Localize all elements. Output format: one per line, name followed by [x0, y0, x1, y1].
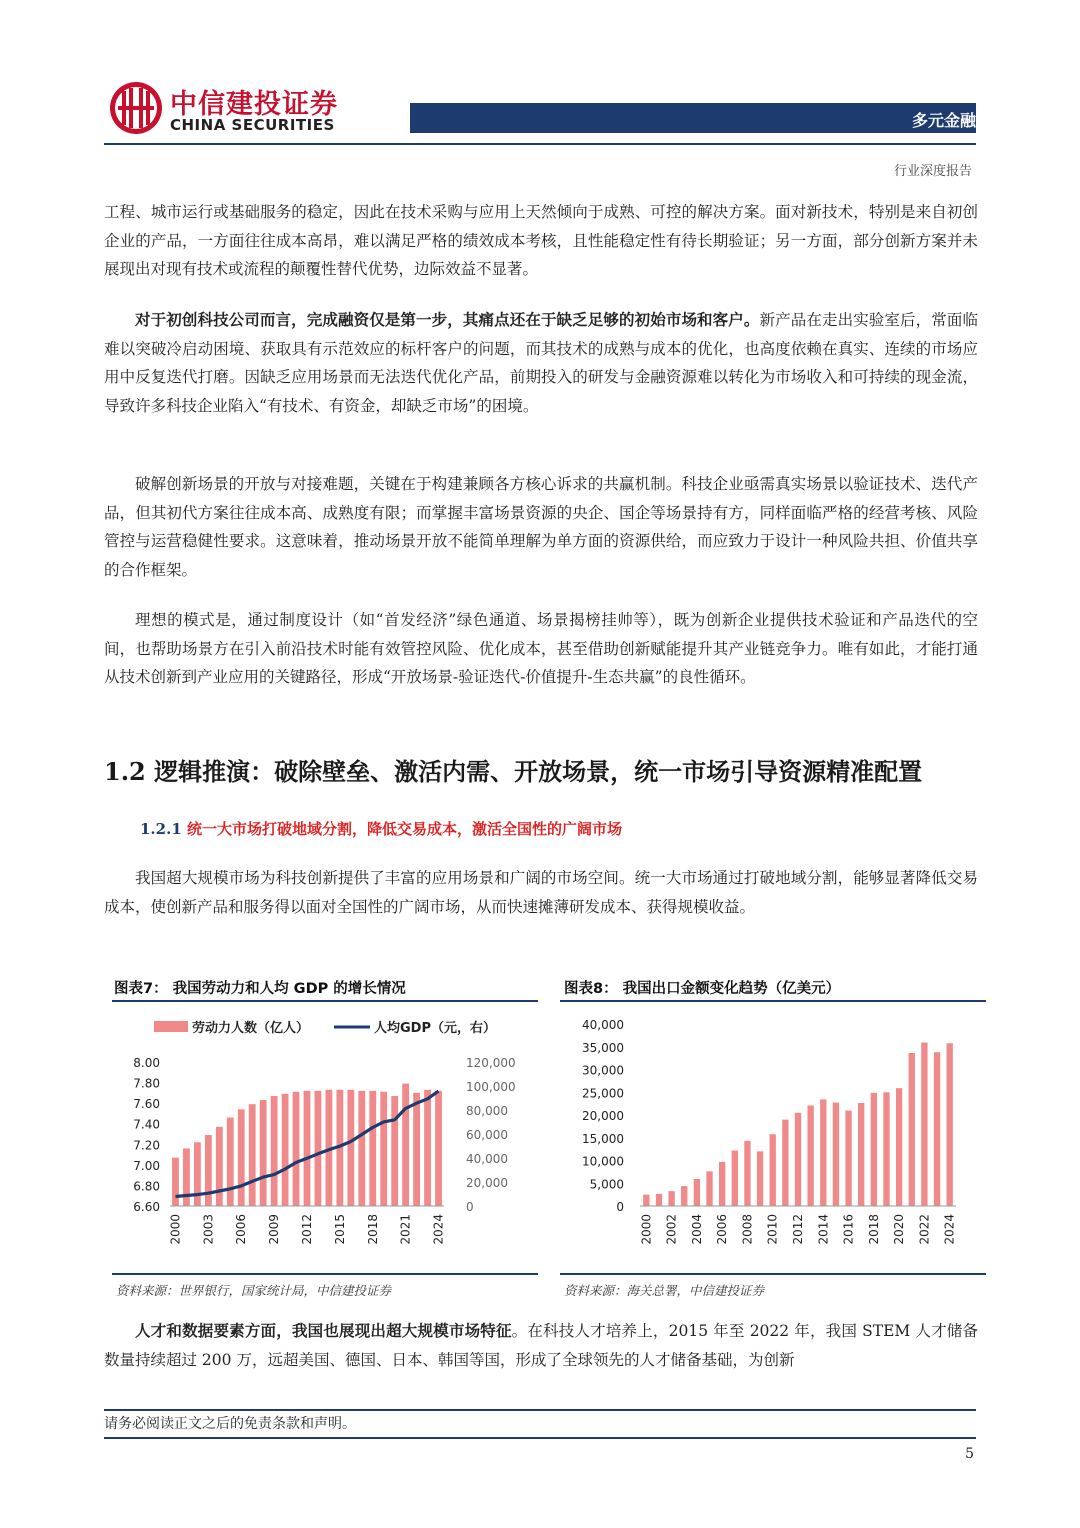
fig7-y-right-tick: 100,000: [466, 1080, 516, 1094]
fig8-bar: [934, 1052, 940, 1206]
paragraph-1: 工程、城市运行或基础服务的稳定，因此在技术采购与应用上天然倾向于成熟、可控的解决方案。面对新技术，特别是来自初创企业的产品，一方面往往成本高昂，难以满足严格的绩效成本考核，且性能稳定性有待长期验证；另一方面，部分创新方案并未展现出对现有技术或流程的颠覆性替代优势，边际效益不显著。: [104, 203, 978, 278]
brand-name-en: CHINA SECURITIES: [170, 116, 335, 134]
page-number: 5: [965, 1446, 974, 1462]
footer-bottom-rule: [104, 1437, 976, 1439]
fig8-bar: [694, 1179, 700, 1206]
fig7-bar: [413, 1093, 420, 1206]
brand-name-cn: 中信建投证券: [170, 89, 338, 120]
paragraph-2: [104, 306, 978, 420]
fig7-bar: [238, 1109, 245, 1206]
fig7-source: 资料来源：世界银行，国家统计局，中信建投证券: [116, 1283, 392, 1298]
report-type: 行业深度报告: [893, 164, 972, 179]
fig7-legend-label: 劳动力人数（亿人）: [192, 1021, 310, 1036]
fig7-bar: [402, 1084, 409, 1206]
fig8-y-tick: 35,000: [582, 1040, 624, 1055]
fig7-title: 图表7： 我国劳动力和人均 GDP 的增长情况: [114, 981, 406, 997]
fig7-bar: [391, 1096, 398, 1206]
fig7-bar: [293, 1092, 300, 1206]
fig7-legend-bar-swatch: [154, 1021, 188, 1032]
fig8-x-tick: 2024: [942, 1214, 957, 1245]
fig7-y-right-tick: 0: [466, 1200, 474, 1214]
fig7-bar: [347, 1090, 354, 1206]
fig7-x-tick: 2012: [300, 1214, 314, 1245]
fig8-x-tick: 2006: [715, 1214, 730, 1245]
fig8-bar: [947, 1043, 953, 1206]
fig7-x-tick: 2000: [168, 1214, 183, 1245]
fig8-source: 资料来源：海关总署，中信建投证券: [564, 1283, 765, 1298]
paragraph-6-lead: 人才和数据要素方面，我国也展现出超大规模市场特征: [135, 1321, 512, 1340]
fig8-bar: [795, 1113, 801, 1206]
fig8-bar: [858, 1103, 864, 1206]
fig8-y-tick: 25,000: [582, 1086, 624, 1101]
fig7-bottom-rule: [112, 1273, 538, 1275]
fig8-bar: [744, 1141, 750, 1206]
fig8-y-tick: 10,000: [582, 1154, 624, 1169]
fig8-top-rule: [560, 1000, 986, 1002]
fig7-bar: [260, 1100, 267, 1206]
fig8-bar: [719, 1162, 725, 1206]
subsection-number: 1.2.1: [140, 820, 182, 838]
paragraph-3: 破解创新场景的开放与对接难题，关键在于构建兼顾各方核心诉求的共赢机制。科技企业亟需真实场景以验证技术、迭代产品，但其初代方案往往成本高、成熟度有限；而掌握丰富场景资源的央企、国企等场景持有方，同样面临严格的经营考核、风险管控与运营稳健性要求。这意味着，推动场景开放不能简单理解为单方面的资源供给，而应致力于设计一种风险共担、价值共享的合作框架。: [104, 475, 978, 579]
fig7-x-tick: 2006: [234, 1214, 249, 1245]
fig7-x-tick: 2003: [201, 1214, 216, 1245]
fig7-y-right-tick: 80,000: [466, 1104, 508, 1118]
fig8-y-tick: 0: [616, 1200, 624, 1214]
fig8-x-tick: 2004: [689, 1214, 704, 1245]
fig8-bar: [643, 1195, 649, 1206]
paragraph-2-body: 新产品在走出实验室后，常面临难以突破冷启动困境、获取具有示范效应的标杆客户的问题，而其技术的成熟与成本的优化，也高度依赖在真实、连续的市场应用中反复迭代打磨。因缺乏应用场景而无法迭代优化产品，前期投入的研发与金融资源难以转化为市场收入和可持续的现金流，导致许多科技企业陷入“有技术、有资金，却缺乏市场”的困境。: [104, 311, 978, 415]
fig8-y-tick: 20,000: [582, 1109, 624, 1123]
header-divider: [104, 143, 976, 145]
fig7-bar: [205, 1135, 212, 1206]
report-category: 多元金融: [911, 111, 976, 130]
fig7-y-left-tick: 6.80: [133, 1179, 160, 1194]
fig8-bar: [909, 1053, 915, 1206]
fig7-bar: [249, 1104, 256, 1206]
fig8-x-tick: 2008: [740, 1214, 755, 1245]
fig7-y-left-tick: 7.60: [133, 1097, 160, 1112]
fig7-bar: [194, 1142, 201, 1206]
fig8-bar: [770, 1134, 776, 1206]
fig7-bar: [435, 1091, 442, 1206]
fig8-y-tick: 15,000: [582, 1131, 624, 1146]
fig8-y-tick: 5,000: [589, 1177, 624, 1192]
fig7-top-rule: [112, 1000, 538, 1002]
fig8-x-tick: 2020: [892, 1214, 907, 1245]
fig7-y-right-tick: 20,000: [466, 1176, 508, 1190]
paragraph-6-body: 。在科技人才培养上，2015 年至 2022 年，我国 STEM 人才储备数量持续超过 200 万，远超美国、德国、日本、韩国等国，形成了全球领先的人才储备基础，为创新: [104, 1322, 978, 1369]
fig8-y-tick: 40,000: [582, 1018, 624, 1032]
fig8-x-tick: 2022: [917, 1214, 932, 1245]
fig8-x-tick: 2012: [791, 1214, 805, 1245]
fig8-bar: [833, 1103, 839, 1206]
fig7-y-left-tick: 7.20: [133, 1138, 160, 1153]
fig8-bar: [668, 1191, 674, 1206]
fig7-chart: [112, 1004, 538, 1272]
fig8-bottom-rule: [560, 1273, 986, 1275]
fig8-bar: [782, 1120, 788, 1206]
fig7-bar: [271, 1096, 278, 1206]
disclaimer-note: 请务必阅读正文之后的免责条款和声明。: [104, 1416, 356, 1432]
fig7-bar: [369, 1091, 376, 1206]
fig7-y-left-tick: 8.00: [133, 1056, 160, 1070]
fig8-bar: [845, 1111, 851, 1206]
fig7-y-right-tick: 60,000: [466, 1128, 508, 1142]
fig7-y-left-tick: 6.60: [133, 1200, 160, 1214]
fig8-x-tick: 2018: [866, 1214, 881, 1245]
fig8-bar: [732, 1150, 738, 1206]
subsection-heading: [140, 818, 622, 839]
fig8-bar: [883, 1092, 889, 1206]
fig7-bar: [216, 1127, 223, 1206]
fig8-y-tick: 30,000: [582, 1063, 624, 1078]
fig7-bar: [358, 1091, 365, 1206]
fig7-bar: [172, 1158, 179, 1206]
fig8-x-tick: 2010: [765, 1214, 780, 1245]
subsection-title: 统一大市场打破地域分割，降低交易成本，激活全国性的广阔市场: [187, 820, 623, 838]
paragraph-2-lead: 对于初创科技公司而言，完成融资仅是第一步，其痛点还在于缺乏足够的初始市场和客户。: [135, 310, 760, 329]
fig8-bar: [656, 1194, 662, 1206]
fig8-bar: [896, 1088, 902, 1206]
fig7-x-tick: 2018: [365, 1214, 380, 1245]
china-securities-logo-icon: [108, 80, 164, 136]
fig8-bar: [757, 1151, 763, 1206]
fig7-x-tick: 2009: [267, 1214, 282, 1245]
fig8-bar: [820, 1099, 826, 1206]
fig7-bar: [227, 1118, 234, 1206]
paragraph-5: 我国超大规模市场为科技创新提供了丰富的应用场景和广阔的市场空间。统一大市场通过打破地域分割，能够显著降低交易成本，使创新产品和服务得以面对全国性的广阔市场，从而快速摊薄研发成本、获得规模收益。: [104, 869, 978, 916]
fig7-x-tick: 2024: [431, 1214, 446, 1245]
fig7-x-tick: 2015: [332, 1214, 347, 1245]
fig8-bar: [681, 1186, 687, 1206]
fig7-y-right-tick: 120,000: [466, 1056, 516, 1070]
fig7-bar: [304, 1091, 311, 1206]
fig8-x-tick: 2014: [816, 1214, 831, 1245]
footer-top-rule: [104, 1409, 976, 1411]
fig8-bar: [871, 1093, 877, 1206]
fig7-y-right-tick: 40,000: [466, 1152, 508, 1166]
fig7-bar: [380, 1092, 387, 1206]
fig7-y-left-tick: 7.00: [133, 1158, 160, 1173]
fig7-bar: [424, 1090, 431, 1206]
fig7-bar: [315, 1091, 322, 1206]
fig8-x-tick: 2016: [841, 1214, 856, 1245]
fig8-chart: [560, 1004, 986, 1272]
fig8-bar: [706, 1171, 712, 1206]
fig7-y-left-tick: 7.40: [133, 1117, 160, 1132]
fig7-bar: [183, 1148, 190, 1206]
header-bar: [410, 103, 976, 133]
paragraph-4: 理想的模式是，通过制度设计（如“首发经济”绿色通道、场景揭榜挂帅等），既为创新企业提供技术验证和产品迭代的空间，也帮助场景方在引入前沿技术时能有效管控风险、优化成本，甚至借助创新赋能提升其产业链竞争力。唯有如此，才能打通从技术创新到产业应用的关键路径，形成“开放场景-验证迭代-价值提升-生态共赢”的良性循环。: [104, 611, 978, 686]
paragraph-6: [104, 1317, 978, 1374]
fig8-x-tick: 2000: [639, 1214, 654, 1245]
fig8-bar: [921, 1042, 927, 1206]
section-heading: 1.2 逻辑推演：破除壁垒、激活内需、开放场景，统一市场引导资源精准配置: [104, 757, 923, 786]
fig7-y-left-tick: 7.80: [133, 1076, 160, 1091]
fig8-title: 图表8： 我国出口金额变化趋势（亿美元）: [564, 981, 841, 997]
fig7-bar: [282, 1094, 289, 1206]
fig7-legend-label: 人均GDP（元，右）: [374, 1021, 496, 1036]
fig7-x-tick: 2021: [398, 1214, 413, 1245]
fig8-x-tick: 2002: [664, 1214, 679, 1245]
fig8-bar: [807, 1105, 813, 1206]
